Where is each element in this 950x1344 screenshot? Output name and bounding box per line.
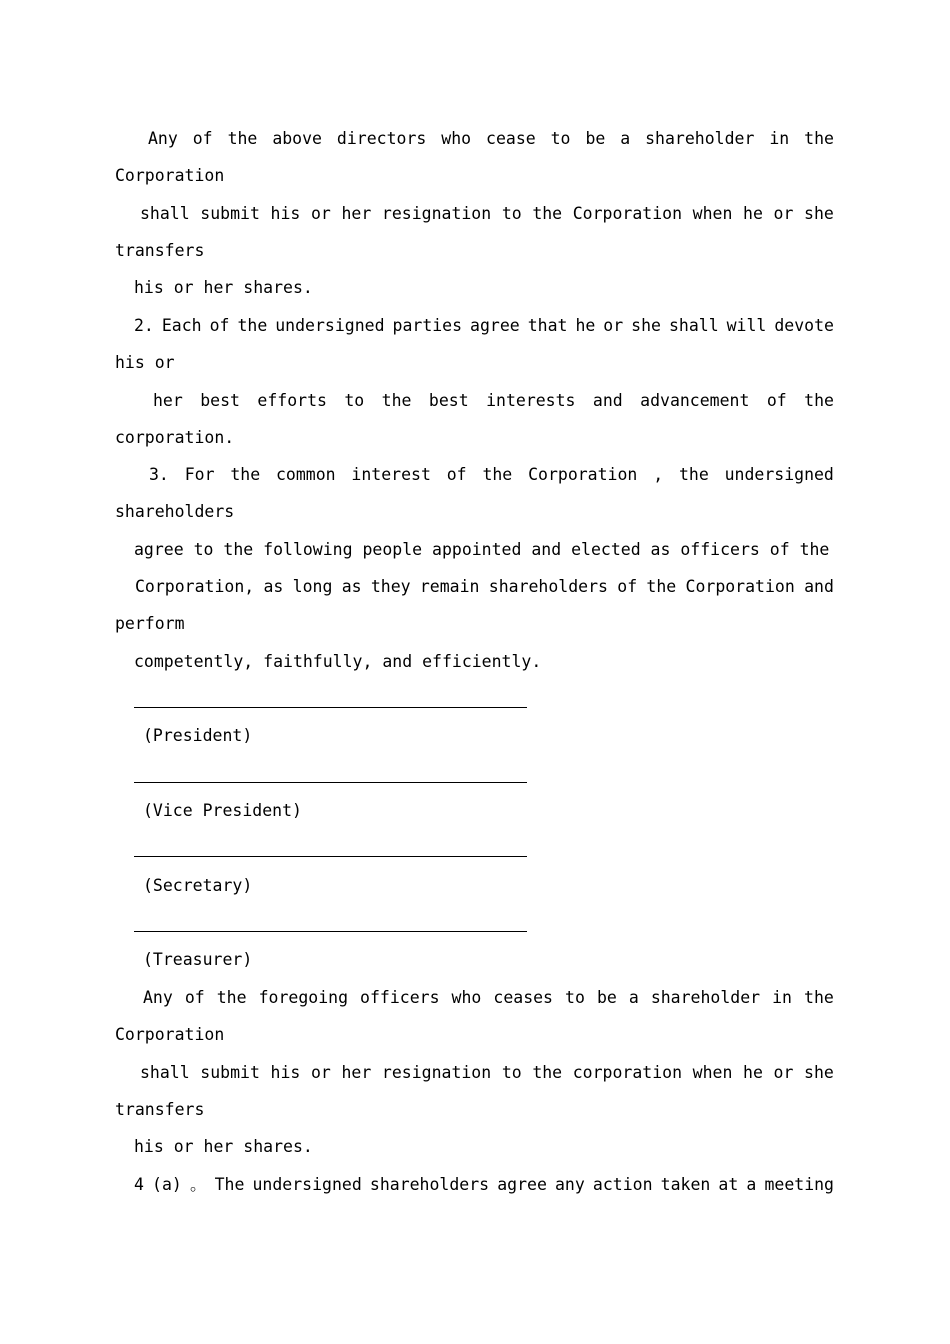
- word: shall: [668, 316, 719, 335]
- word: to: [501, 204, 522, 223]
- word: undersigned: [275, 316, 385, 335]
- word: of: [209, 316, 230, 335]
- paragraph-line: [148, 127, 834, 151]
- word: her: [341, 1063, 372, 1082]
- word: directors: [336, 129, 427, 148]
- word: parties: [392, 316, 463, 335]
- word: they: [370, 577, 411, 596]
- officer-label-secretary: (Secretary): [143, 876, 253, 895]
- word: common: [275, 465, 336, 484]
- word: the: [804, 129, 834, 148]
- word: Corporation: [528, 465, 638, 484]
- word: a: [746, 1175, 757, 1194]
- signature-line-treasurer: [134, 931, 527, 932]
- word: he: [743, 1063, 763, 1082]
- word: undersigned: [724, 465, 834, 484]
- paragraph-line: perform: [115, 614, 185, 633]
- word: efforts: [257, 391, 327, 410]
- word: (a): [152, 1175, 182, 1194]
- signature-line-secretary: [134, 856, 527, 857]
- word: officers: [360, 988, 440, 1007]
- word: or: [773, 1063, 794, 1082]
- word: the: [230, 465, 261, 484]
- paragraph-line: [134, 314, 834, 338]
- word: the: [646, 577, 677, 596]
- paragraph-line: agree to the following people appointed and elected as officers of the: [134, 540, 830, 559]
- word: to: [550, 129, 571, 148]
- word: long: [292, 577, 333, 596]
- word: any: [555, 1175, 585, 1194]
- paragraph-line: [134, 1173, 834, 1197]
- word: Any: [143, 988, 173, 1007]
- paragraph-line: shareholders: [115, 502, 235, 521]
- word: shall: [140, 204, 190, 223]
- word: shall: [140, 1063, 190, 1082]
- word: cease: [486, 129, 536, 148]
- word: Corporation: [572, 204, 683, 223]
- word: and: [804, 577, 834, 596]
- word: corporation: [572, 1063, 683, 1082]
- word: when: [692, 204, 733, 223]
- word: his: [270, 1063, 301, 1082]
- word: the: [227, 129, 258, 148]
- word: of: [446, 465, 467, 484]
- word: interest: [351, 465, 431, 484]
- paragraph-line: Corporation: [115, 166, 225, 185]
- word: she: [804, 204, 834, 223]
- paragraph-line: transfers: [115, 241, 205, 260]
- word: will: [726, 316, 767, 335]
- word: to: [344, 391, 365, 410]
- word: Any: [148, 129, 178, 148]
- paragraph-line: transfers: [115, 1100, 205, 1119]
- word: of: [617, 577, 638, 596]
- paragraph-line: his or: [115, 353, 175, 372]
- word: 2.: [134, 316, 154, 335]
- word: she: [631, 316, 661, 335]
- officer-label-vice-president: (Vice President): [143, 801, 302, 820]
- word: of: [766, 391, 787, 410]
- word: to: [565, 988, 585, 1007]
- word: 。: [189, 1175, 207, 1194]
- word: advancement: [640, 391, 750, 410]
- paragraph-line: [140, 1061, 834, 1085]
- signature-line-president: [134, 707, 527, 708]
- word: meeting: [764, 1175, 834, 1194]
- word: ,: [653, 465, 664, 484]
- word: a: [620, 129, 631, 148]
- word: The: [214, 1175, 245, 1194]
- word: her: [341, 204, 372, 223]
- word: shareholders: [369, 1175, 490, 1194]
- word: when: [692, 1063, 733, 1082]
- word: the: [532, 204, 563, 223]
- word: devote: [774, 316, 834, 335]
- word: of: [184, 988, 205, 1007]
- officer-label-treasurer: (Treasurer): [143, 950, 253, 969]
- word: at: [718, 1175, 739, 1194]
- word: foregoing: [258, 988, 348, 1007]
- word: best: [428, 391, 469, 410]
- word: her: [153, 391, 183, 410]
- officer-label-president: (President): [143, 726, 253, 745]
- word: 3.: [149, 465, 169, 484]
- word: or: [310, 204, 331, 223]
- word: who: [451, 988, 482, 1007]
- word: Corporation,: [135, 577, 255, 596]
- word: be: [585, 129, 606, 148]
- word: the: [804, 988, 834, 1007]
- word: be: [596, 988, 617, 1007]
- paragraph-line: [143, 986, 834, 1010]
- word: action: [592, 1175, 653, 1194]
- word: or: [310, 1063, 331, 1082]
- word: shareholder: [650, 988, 761, 1007]
- word: undersigned: [252, 1175, 362, 1194]
- word: the: [804, 391, 834, 410]
- word: taken: [660, 1175, 711, 1194]
- word: ceases: [493, 988, 553, 1007]
- word: he: [743, 204, 763, 223]
- paragraph-line: [140, 202, 834, 226]
- word: interests: [486, 391, 576, 410]
- word: or: [773, 204, 794, 223]
- word: the: [216, 988, 247, 1007]
- word: resignation: [381, 1063, 492, 1082]
- word: and: [592, 391, 623, 410]
- word: Each: [161, 316, 202, 335]
- word: a: [628, 988, 639, 1007]
- word: as: [263, 577, 284, 596]
- word: his: [270, 204, 301, 223]
- word: the: [237, 316, 268, 335]
- word: the: [482, 465, 513, 484]
- word: shareholder: [645, 129, 755, 148]
- paragraph-line: [153, 389, 834, 413]
- word: the: [381, 391, 412, 410]
- word: agree: [470, 316, 520, 335]
- word: who: [441, 129, 472, 148]
- word: of: [192, 129, 213, 148]
- signature-line-vice-president: [134, 782, 527, 783]
- word: For: [184, 465, 215, 484]
- word: above: [272, 129, 322, 148]
- word: or: [603, 316, 624, 335]
- word: the: [532, 1063, 563, 1082]
- word: to: [501, 1063, 522, 1082]
- word: submit: [200, 1063, 260, 1082]
- word: resignation: [381, 204, 492, 223]
- word: in: [769, 129, 790, 148]
- paragraph-line: [149, 463, 834, 487]
- paragraph-line: his or her shares.: [134, 1137, 313, 1156]
- word: she: [804, 1063, 834, 1082]
- word: in: [772, 988, 792, 1007]
- word: Corporation: [685, 577, 795, 596]
- paragraph-line: corporation.: [115, 428, 235, 447]
- word: he: [575, 316, 596, 335]
- paragraph-line: his or her shares.: [134, 278, 313, 297]
- word: submit: [200, 204, 260, 223]
- word: that: [527, 316, 568, 335]
- word: best: [200, 391, 240, 410]
- word: agree: [497, 1175, 547, 1194]
- word: shareholders: [488, 577, 608, 596]
- paragraph-line: Corporation: [115, 1025, 225, 1044]
- paragraph-line: [135, 575, 834, 599]
- paragraph-line: competently, faithfully, and efficiently.: [134, 652, 542, 671]
- word: as: [341, 577, 362, 596]
- word: remain: [419, 577, 480, 596]
- word: the: [678, 465, 709, 484]
- word: 4: [134, 1175, 144, 1194]
